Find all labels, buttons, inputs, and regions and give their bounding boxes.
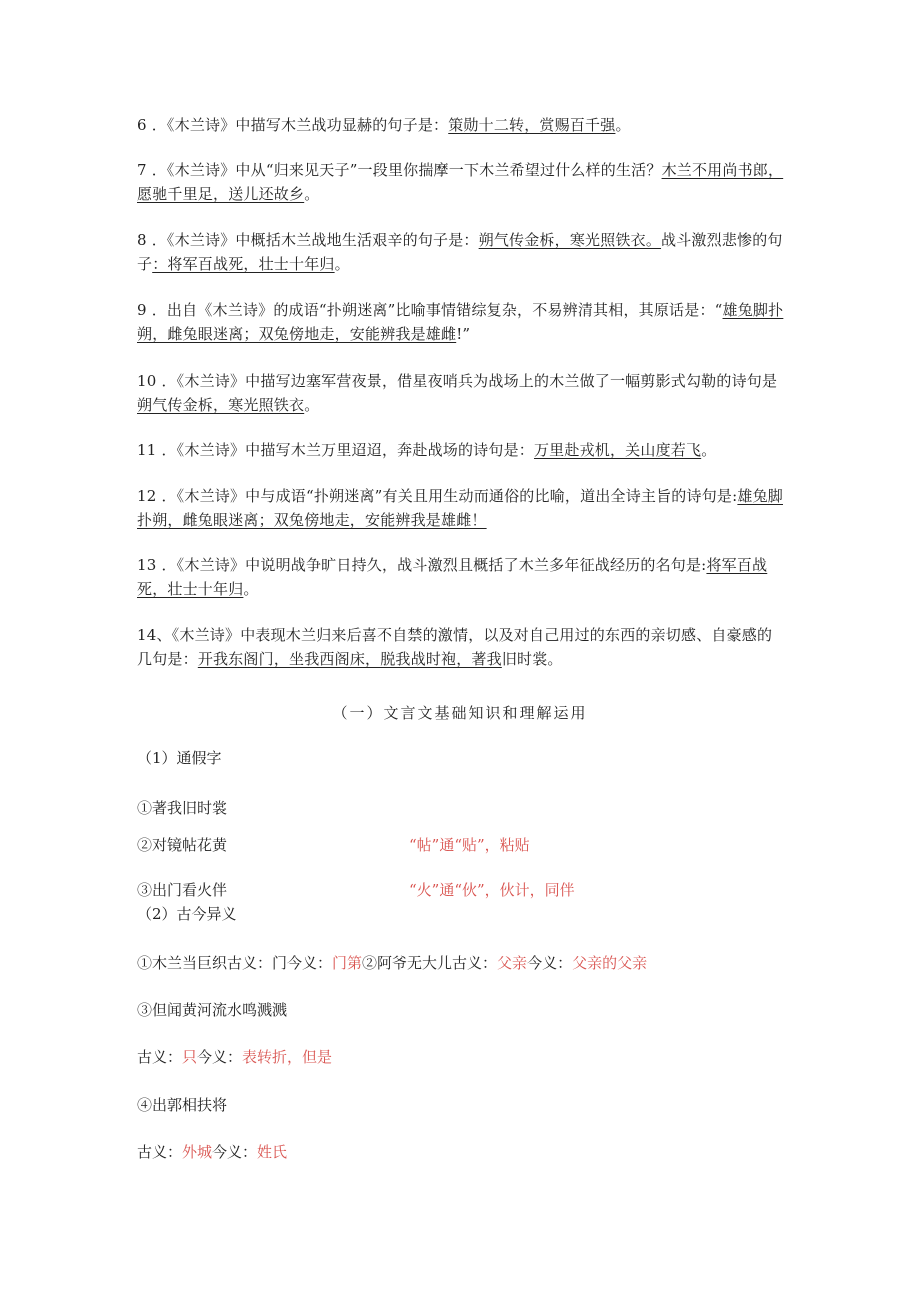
question-number: 13 [137,556,157,574]
answer-text: 万里赴戎机，关山度若飞 [533,441,702,459]
answer-text: 雄兔脚扑朔，雌兔眼迷离；双兔傍地走，安能辨我是雄雌 [137,301,784,343]
item-text: 古义： [137,1048,183,1066]
question-text: ．《木兰诗》中描写边塞军营夜景，借星夜哨兵为战场上的木兰做了一幅剪影式勾勒的诗句是 [161,372,778,390]
item-label: ①著我旧时裳 [137,799,228,817]
list-item: ③但闻黄河流水鸣溅溅 [137,1001,288,1019]
punctuation: 。 [243,580,259,598]
question-text: ．《木兰诗》中描写木兰万里迢迢，奔赴战场的诗句是： [161,441,534,459]
item-answer: 只 [182,1048,198,1066]
answer-text: 木兰不用尚书郎，愿驰千里足，送儿还故乡 [137,161,784,203]
item-text: 今义： [197,1048,243,1066]
question-text: ．《木兰诗》中与成语“扑朔迷离”有关且用生动而通俗的比喻，道出全诗主旨的诗句是: [161,487,738,505]
question-number: 11 [137,441,157,459]
question-number: 8 [137,231,147,249]
punctuation: 。 [334,255,350,273]
punctuation: 。 [615,116,631,134]
question-number: 14 [137,626,157,644]
punctuation: 。 [701,441,717,459]
item-answer: 父亲 [497,954,528,972]
list-item [137,1046,332,1068]
question-12 [137,484,787,532]
item-answer: 外城 [182,1143,213,1161]
question-text: ．《木兰诗》中概括木兰战地生活艰辛的句子是： [151,231,479,249]
question-10 [137,369,787,417]
list-item [137,952,647,974]
list-item [137,834,787,856]
item-answer: 姓氏 [257,1143,288,1161]
list-item: ④出郭相扶将 [137,1096,228,1114]
item-text: 今义： [527,954,573,972]
question-text: ．《木兰诗》中说明战争旷日持久，战斗激烈且概括了木兰多年征战经历的名句是: [161,556,707,574]
question-13 [137,553,787,601]
list-item [137,797,227,819]
question-number: 7 [137,161,147,179]
list-item [137,879,787,901]
item-label: ②对镜帖花黄 [137,836,228,854]
question-number: 9 [137,301,147,319]
question-number: 10 [137,372,157,390]
list-item [137,1141,287,1163]
subsection-title-tongjia: （1）通假字 [137,749,222,767]
answer-text: 朔气传金柝，寒光照铁衣。 [478,231,662,249]
answer-text: 雄兔脚扑朔，雌兔眼迷离；双兔傍地走，安能辨我是雄雌！ [137,487,783,529]
item-answer: “火”通“伙”，伙计，同伴 [409,881,575,899]
question-11 [137,438,787,462]
item-text: 古义： [137,1143,183,1161]
item-label: ③出门看火伴 [137,881,228,899]
answer-text: 开我东阁门，坐我西阁床，脱我战时袍，著我 [197,650,502,668]
question-text: 、《木兰诗》中表现木兰归来后喜不自禁的激情，以及对自己用过的东西的亲切感、自豪感的几句是： [137,626,773,668]
question-number: 6 [137,116,147,134]
question-14 [137,623,787,671]
question-number: 12 [137,487,157,505]
item-answer: 父亲的父亲 [572,954,648,972]
question-text-tail: 旧时裳。 [501,650,563,668]
item-answer: “帖”通“贴”，粘贴 [409,836,530,854]
question-text: ．出自《木兰诗》的成语“扑朔迷离”比喻事情错综复杂，不易辨清其相，其原话是：“ [151,301,723,319]
item-answer: 门第 [332,954,363,972]
item-text: ①木兰当巨织古义：门今义： [137,954,333,972]
answer-text: 朔气传金柝，寒光照铁衣 [137,396,305,414]
question-text-2: 战斗激烈悲惨的句子 [137,231,783,273]
question-text: ．《木兰诗》中描写木兰战功显赫的句子是： [151,116,449,134]
answer-text: 将军百战死，壮士十年归 [137,556,768,598]
answer-text: 策勋十二转，赏赐百千强 [448,116,616,134]
subsection-title-gujin: （2）古今异义 [137,905,237,923]
item-answer: 表转折，但是 [242,1048,333,1066]
punctuation: 。 [304,396,320,414]
punctuation: 。 [304,185,320,203]
question-8 [137,228,787,276]
item-text: ②阿爷无大儿古义： [362,954,498,972]
punctuation: !” [456,325,471,343]
item-text: 今义： [212,1143,258,1161]
section-heading: （一）文言文基础知识和理解运用 [332,704,588,722]
question-text: ．《木兰诗》中从“归来见天子”一段里你揣摩一下木兰希望过什么样的生活？ [151,161,662,179]
question-9 [137,298,787,346]
question-6 [137,113,787,137]
answer-text-2: ：将军百战死，壮士十年归 [152,255,335,273]
question-7 [137,158,787,206]
